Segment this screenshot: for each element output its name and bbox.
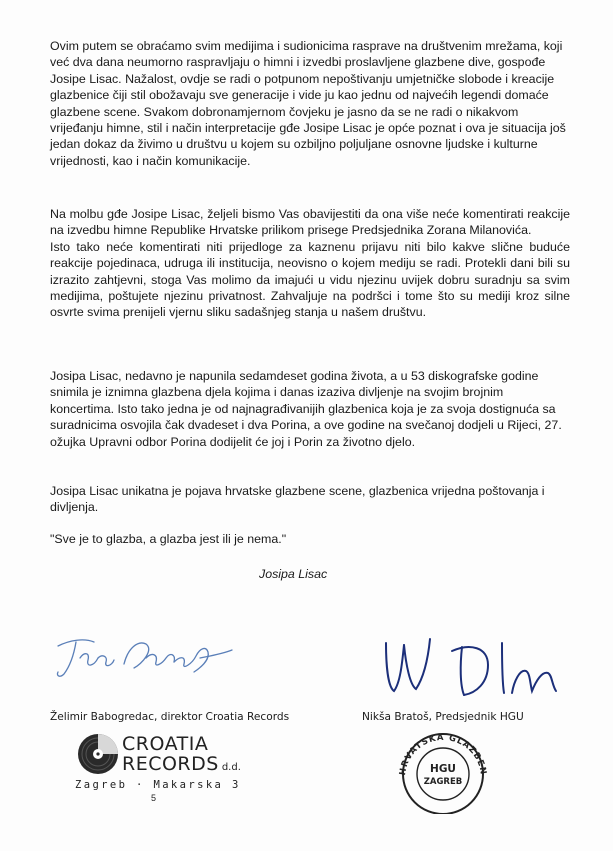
stamp-number: 5 (151, 793, 157, 803)
hgu-round-stamp (393, 728, 493, 819)
stamp-center-top: HGU (430, 763, 456, 775)
paragraph-3-text: Josipa Lisac, nedavno je napunila sedamdeset godina života, a u 53 diskografske godine snimila je iznimna glazbena djela kojima i danas izaziva divljenje na svojim brojnim koncertima. Isto tako jedna je od najnagrađivanijih glazbenica koja je za svoja dostignuća sa suradnicima osvojila čak dvadeset i dva Porina, a ove godine na svečanoj dodjeli u Rijeci, 27. ožujka Upravni odbor Porina dodijelit će joj i Porin za životno djelo. (50, 369, 562, 449)
hgu-stamp-seal (393, 728, 493, 814)
paragraph-biography (50, 368, 570, 450)
signature-right-graphic (380, 625, 580, 705)
paragraph-closing (50, 483, 570, 516)
signature-left-graphic (50, 628, 240, 688)
svg-text:HRVATSKA GLAZBENA UNIJA: HRVATSKA GLAZBEN (397, 732, 489, 777)
vinyl-disc-icon (77, 733, 119, 775)
quote-line: "Sve je to glazba, a glazba jest ili je nema." (50, 532, 287, 546)
signature-caption-left: Želimir Babogredac, direktor Croatia Records (50, 711, 290, 723)
signoff-name: Josipa Lisac (259, 567, 328, 581)
stamp-center-bottom: ZAGREB (423, 777, 463, 787)
logo-text-dd: d.d. (221, 762, 241, 773)
paragraph-4-text: Josipa Lisac unikatna je pojava hrvatske glazbene scene, glazbenica vrijedna poštovanja i divljenja. (50, 484, 545, 515)
paragraph-request (50, 206, 570, 321)
logo-address: Zagreb · Makarska 3 (75, 779, 241, 791)
paragraph-intro (50, 38, 570, 169)
paragraph-2a-text: Na molbu gđe Josipe Lisac, željeli bismo Vas obavijestiti da ona više neće komentirati reakcije na izvedbu himne Republike Hrvatske prilikom prisege Predsjednika Zorana Milanovića. (50, 207, 570, 238)
paragraph-2b-text: Isto tako neće komentirati niti prijedloge za kaznenu prijavu niti bilo kakve slične buduće reakcije pojedinaca, udruga ili institucija, neovisno o kojem mediju se radi. Protekli dani bili su izrazito zahtjevni, stoga Vas molimo da imajući u vidu njezinu uvijek dobru suradnju sa svim medijima, poštujete njezinu privatnost. Zahvaljuje na podršci i tome što su mediji kroz silne osvrte svima prenijeli vjernu sliku sadašnjeg stanja u našem društvu. (50, 239, 570, 320)
signature-caption-right: Nikša Bratoš, Predsjednik HGU (362, 711, 524, 723)
logo-text-croatia: CROATIA (122, 733, 209, 755)
logo-text-records-row (122, 753, 241, 775)
signature-babogredac (50, 628, 240, 693)
logo-text-records: RECORDS (122, 753, 219, 775)
paragraph-1-text: Ovim putem se obraćamo svim medijima i sudionicima rasprave na društvenim mrežama, koji već dva dana neumorno raspravljaju o himni i izvedbi proslavljene glazbene dive, gospođe Josipe Lisac. Nažalost, ovdje se radi o potpunom nepoštivanju umjetničke slobode i kreacije glazbenice čiji stil obožavaju sve generacije i vide ju kao jednu od najvećih legendi domaće glazbene scene. Svakom dobronamjernom čovjeku je jasno da se ne radi o nikakvom vrijeđanju himne, stil i način interpretacije gđe Josipe Lisac je opće poznat i ova je situacija još jedan dokaz da živimo u društvu u kojem su ozbiljno poljuljane osnovne ljudske i kulturne vrijednosti, kao i način komunikacije. (50, 39, 566, 168)
signature-bratos (380, 625, 580, 710)
